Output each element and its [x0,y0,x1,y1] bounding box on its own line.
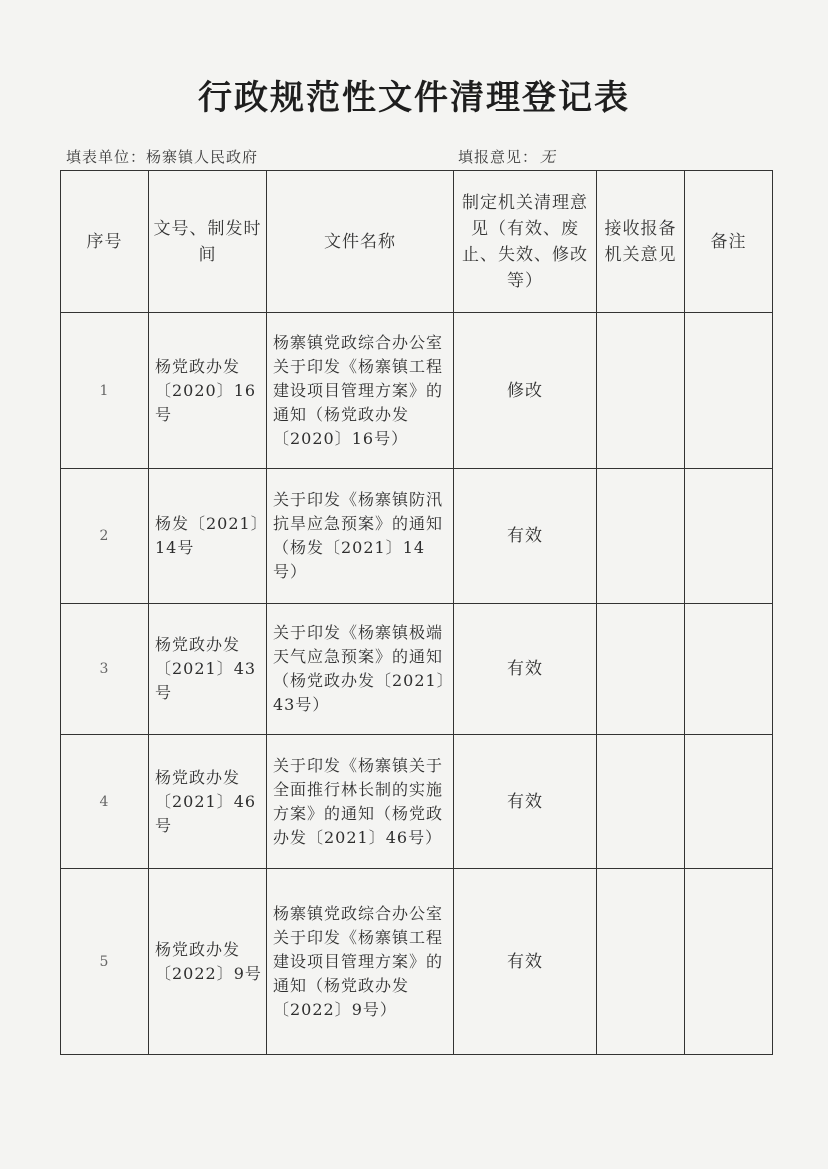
cell-doc-no: 杨党政办发〔2022〕9号 [149,869,267,1055]
filing-unit-label: 填表单位： [66,148,147,166]
cell-remark [685,869,773,1055]
cell-receiving-opinion [597,604,685,735]
cell-agency-opinion: 修改 [454,313,597,469]
table-row [61,469,773,604]
filing-opinion-value: 无 [540,148,557,166]
cell-remark [685,313,773,469]
cell-agency-opinion: 有效 [454,604,597,735]
cell-seq: 3 [61,604,149,735]
cell-doc-no: 杨党政办发〔2021〕43号 [149,604,267,735]
col-header-receiving-opinion: 接收报备机关意见 [597,171,685,313]
cell-receiving-opinion [597,313,685,469]
cell-file-name: 杨寨镇党政综合办公室关于印发《杨寨镇工程建设项目管理方案》的通知（杨党政办发〔2020〕16号） [267,313,454,469]
col-header-seq: 序号 [61,171,149,313]
cell-receiving-opinion [597,869,685,1055]
cell-seq: 4 [61,735,149,869]
table-header-row [61,171,773,313]
cell-agency-opinion: 有效 [454,869,597,1055]
cell-seq: 1 [61,313,149,469]
cell-file-name: 杨寨镇党政综合办公室关于印发《杨寨镇工程建设项目管理方案》的通知（杨党政办发〔2022〕9号） [267,869,454,1055]
cell-doc-no: 杨党政办发〔2021〕46号 [149,735,267,869]
col-header-agency-opinion: 制定机关清理意见（有效、废止、失效、修改等） [454,171,597,313]
cell-receiving-opinion [597,469,685,604]
col-header-doc-no: 文号、制发时间 [149,171,267,313]
filing-unit [66,146,258,167]
page-title: 行政规范性文件清理登记表 [198,78,630,118]
cell-doc-no: 杨发〔2021〕14号 [149,469,267,604]
table-row [61,735,773,869]
cell-doc-no: 杨党政办发〔2020〕16号 [149,313,267,469]
cell-seq: 5 [61,869,149,1055]
filing-opinion [458,146,556,167]
cell-file-name: 关于印发《杨寨镇防汛抗旱应急预案》的通知（杨发〔2021〕14号） [267,469,454,604]
registration-table [60,170,773,1055]
cell-agency-opinion: 有效 [454,735,597,869]
cell-remark [685,469,773,604]
table-row [61,604,773,735]
cell-seq: 2 [61,469,149,604]
filing-unit-value: 杨寨镇人民政府 [146,148,259,166]
cell-receiving-opinion [597,735,685,869]
cell-remark [685,604,773,735]
table-row [61,313,773,469]
col-header-remark: 备注 [685,171,773,313]
table-row [61,869,773,1055]
cell-remark [685,735,773,869]
filing-opinion-label: 填报意见： [458,148,539,166]
cell-file-name: 关于印发《杨寨镇极端天气应急预案》的通知（杨党政办发〔2021〕43号） [267,604,454,735]
col-header-file-name: 文件名称 [267,171,454,313]
cell-agency-opinion: 有效 [454,469,597,604]
cell-file-name: 关于印发《杨寨镇关于全面推行林长制的实施方案》的通知（杨党政办发〔2021〕46号） [267,735,454,869]
